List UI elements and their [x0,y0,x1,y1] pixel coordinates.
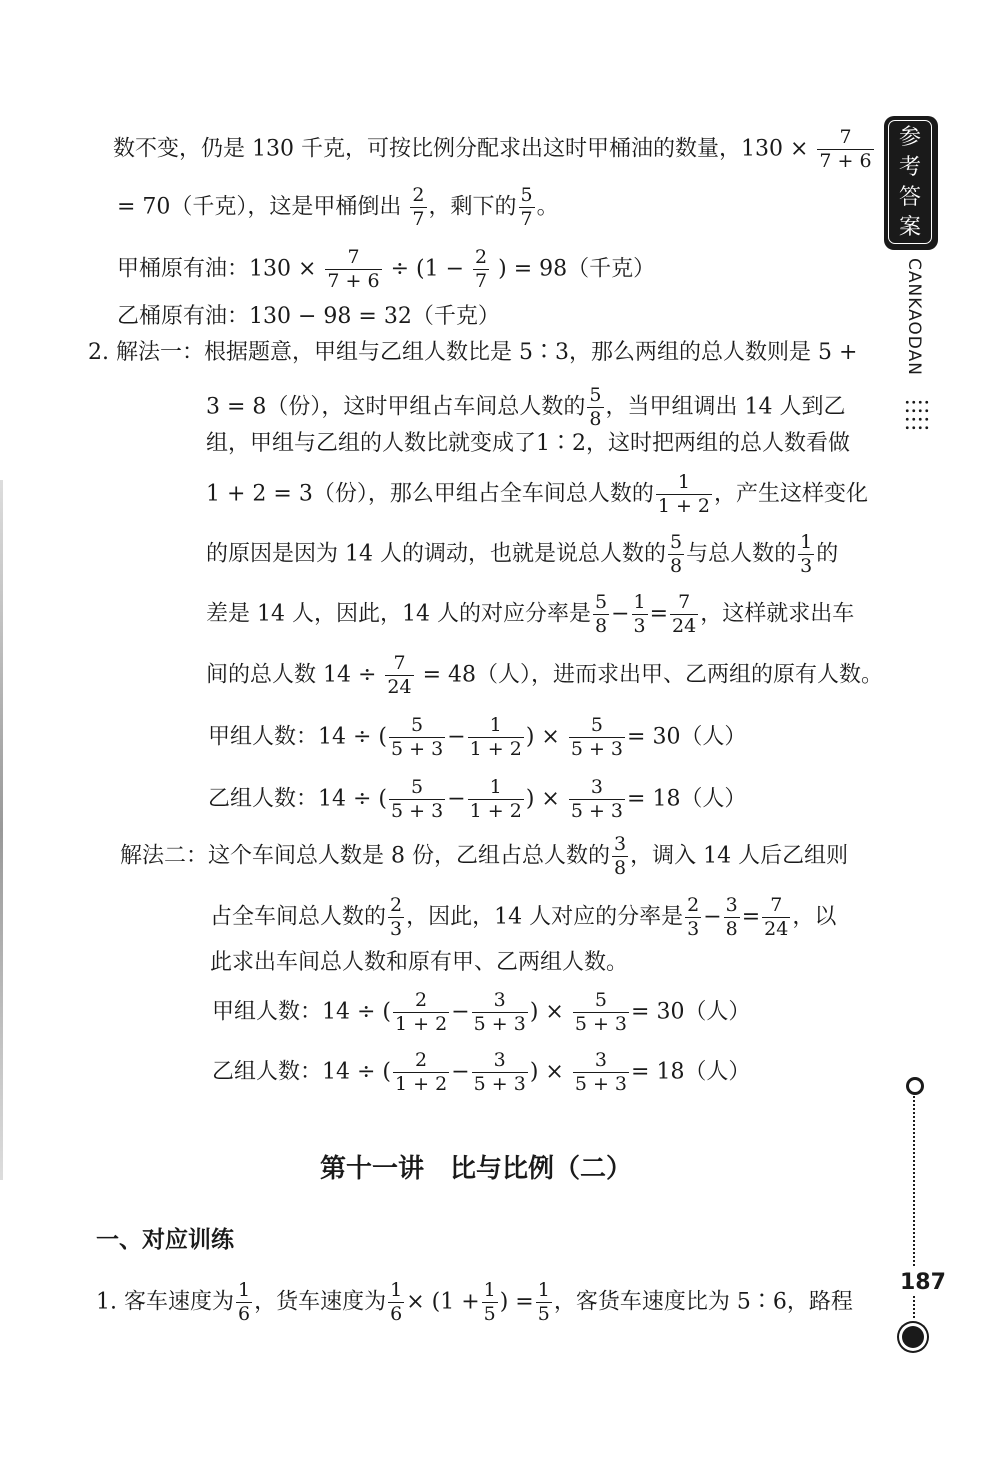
text-run: − [447,786,466,812]
numerator: 7 [762,895,790,918]
fraction [410,185,426,230]
numerator: 2 [393,1050,449,1073]
text-run: ，剩下的 [428,194,517,220]
numerator: 2 [393,990,449,1013]
numerator: 2 [475,246,488,268]
denominator: 3 [633,614,646,637]
text-run: ) × [525,786,560,812]
fraction [569,777,625,822]
fraction [536,1280,552,1325]
text-line [113,127,876,172]
denominator: 5 [537,1302,550,1325]
text-line [206,385,846,430]
denominator: 5 + 3 [391,737,444,760]
ring-ornament-icon [906,1077,924,1095]
fraction [670,592,698,637]
text-run: 根据题意，甲组与乙组人数比是 5∶3，那么两组的总人数则是 5 + [203,340,858,365]
fraction [393,990,449,1035]
tab-char: 参 [898,125,921,150]
text-run: − [703,904,722,930]
tab-char: 案 [898,215,921,240]
text-run: 与总人数的 [686,541,797,567]
denominator: 24 [672,614,697,637]
text-run: 数不变，仍是 130 千克，可按比例分配求出这时甲桶油的数量，130 × [113,136,809,162]
numerator: 3 [569,777,625,800]
fraction [612,834,628,879]
denominator: 24 [764,917,789,940]
text-run: − [451,1059,470,1085]
denominator: 5 [483,1302,496,1325]
numerator: 3 [614,833,627,855]
text-run: 间的总人数 14 ÷ [206,662,377,688]
denominator: 24 [387,675,412,698]
numerator: 5 [389,715,445,738]
numerator: 3 [725,894,738,916]
numerator: 7 [385,653,413,676]
numerator: 7 [670,592,698,615]
fraction [656,472,712,517]
text-run: = 18（人） [631,1059,751,1085]
numerator: 3 [472,1050,528,1073]
numerator: 5 [589,384,602,406]
text-run: ÷ (1 − [390,256,465,282]
section-heading: 一、对应训练 [96,1227,234,1253]
denominator: 3 [800,554,813,577]
text-line [206,472,868,517]
text-run: − [611,601,630,627]
text-run: ，因此，14 人对应的分率是 [406,904,684,930]
fraction [325,247,381,292]
text-line [206,592,854,637]
denominator: 3 [390,917,403,940]
text-run: ，以 [792,904,837,930]
fraction [817,127,873,172]
numerator: 1 [468,715,524,738]
fraction [385,653,413,698]
text-run: 这个车间总人数是 8 份，乙组占总人数的 [208,843,611,869]
text-line [208,777,746,822]
numerator: 5 [389,777,445,800]
lecture-heading: 第十一讲 比与比例（二） [320,1154,633,1184]
denominator: 1 + 2 [395,1012,448,1035]
numerator: 2 [390,894,403,916]
denominator: 7 [475,269,488,292]
text-line [88,342,857,364]
text-run: 乙组人数：14 ÷ ( [212,1059,391,1085]
vertical-label: CANKAODAN [904,258,924,376]
numerator: 7 [817,127,873,150]
numerator: 1 [633,591,646,613]
fraction [388,895,404,940]
text-run: ，调入 14 人后乙组则 [630,843,849,869]
fraction [236,1280,252,1325]
fraction [472,1050,528,1095]
text-run: 1. 客车速度为 [96,1289,234,1315]
fraction [468,715,524,760]
numerator: 5 [669,531,683,553]
numerator: 5 [594,591,608,613]
numerator: 1 [537,1279,550,1301]
text-run: 的原因是因为 14 人的调动，也就是说总人数的 [206,541,666,567]
fraction [724,895,740,940]
numerator: 1 [483,1279,496,1301]
text-run: 差是 14 人，因此，14 人的对应分率是 [206,601,591,627]
text-run: 乙组人数：14 ÷ ( [208,786,387,812]
denominator: 5 + 3 [574,1012,628,1035]
fraction [482,1280,498,1325]
denominator: 5 + 3 [570,799,624,822]
denominator: 5 + 3 [391,799,444,822]
fraction [468,777,524,822]
text-line: 此求出车间总人数和原有甲、乙两组人数。 [210,950,629,975]
fraction [593,592,609,637]
numerator: 1 [656,472,712,495]
text-run: 占全车间总人数的 [210,904,387,930]
numerator: 3 [573,1050,629,1073]
text-run: ) = [499,1289,534,1315]
text-run: ，产生这样变化 [714,481,869,507]
text-run: = 48（人），进而求出甲、乙两组的原有人数。 [422,662,884,688]
denominator: 6 [237,1302,251,1325]
tab-char: 考 [898,155,921,180]
text-line [210,895,836,940]
text-run: ，客货车速度比为 5∶6，路程 [553,1289,853,1315]
text-run: = 18（人） [627,786,747,812]
denominator: 7 + 6 [327,269,380,292]
text-run: 甲组人数：14 ÷ ( [212,999,391,1025]
denominator: 7 [412,207,425,230]
fraction [798,532,814,577]
denominator: 8 [589,407,602,430]
text-run: = [649,601,669,627]
fraction [388,1280,404,1325]
text-run: = [741,904,761,930]
text-line: 组，甲组与乙组的人数比就变成了1∶2，这时把两组的总人数看做 [206,431,850,456]
denominator: 8 [614,856,627,879]
fraction [762,895,790,940]
text-run: 甲桶原有油：130 × [117,256,317,282]
text-run: = 70（千克），这是甲桶倒出 [117,194,402,220]
fraction [587,385,603,430]
numerator: 1 [237,1279,251,1301]
text-run: = 30（人） [631,999,751,1025]
denominator: 1 + 2 [395,1072,448,1095]
denominator: 1 + 2 [469,799,522,822]
text-line [117,185,559,230]
sun-ornament-icon [902,1326,924,1348]
numerator: 2 [412,184,425,206]
page-binding-edge [0,480,3,1180]
text-line [117,247,655,292]
text-run: ) = 98（千克） [498,256,656,282]
text-line [206,532,838,577]
text-line [208,715,746,760]
text-line [212,1050,750,1095]
denominator: 3 [687,917,700,940]
numerator: 5 [569,715,625,738]
denominator: 8 [669,554,683,577]
text-run: ) × [529,999,564,1025]
text-run: 的 [816,541,839,567]
numerator: 1 [800,531,813,553]
fraction [685,895,701,940]
denominator: 5 + 3 [570,737,624,760]
fraction [519,185,535,230]
dots-ornament-icon [904,398,930,432]
text-line [212,990,750,1035]
dotted-divider [913,1096,915,1266]
fraction [668,532,684,577]
denominator: 7 [520,207,533,230]
text-run: × (1 + [406,1289,480,1315]
tab-char: 答 [898,185,921,210]
denominator: 5 + 3 [473,1072,526,1095]
fraction [573,1050,629,1095]
fraction [393,1050,449,1095]
denominator: 8 [725,917,738,940]
text-line [206,653,883,698]
denominator: 5 + 3 [574,1072,628,1095]
text-run: 甲组人数：14 ÷ ( [208,724,387,750]
numerator: 1 [468,777,524,800]
item-label: 解法二： [120,843,209,869]
fraction [573,990,629,1035]
answer-tab-label [888,120,932,244]
text-run: = 30（人） [627,724,747,750]
numerator: 2 [687,894,700,916]
text-run: 。 [536,194,559,220]
numerator: 1 [390,1279,403,1301]
fraction [389,715,445,760]
fraction [632,592,648,637]
dotted-divider [913,1296,915,1318]
text-line: 乙桶原有油：130 − 98 = 32（千克） [117,304,500,329]
denominator: 7 + 6 [819,149,872,172]
text-run: 1 + 2 = 3（份），那么甲组占全车间总人数的 [206,481,654,507]
denominator: 8 [594,614,608,637]
numerator: 7 [325,247,381,270]
denominator: 5 + 3 [473,1012,526,1035]
text-run: ) × [529,1059,564,1085]
denominator: 6 [390,1302,403,1325]
page-number: 187 [900,1270,946,1295]
answer-tab [884,116,938,250]
text-run: − [447,724,466,750]
denominator: 1 + 2 [657,494,711,517]
text-run: − [451,999,470,1025]
denominator: 1 + 2 [469,737,522,760]
text-run: ，货车速度为 [254,1289,387,1315]
item-label: 2. 解法一： [88,340,204,365]
fraction [569,715,625,760]
fraction [472,990,528,1035]
text-run: ) × [525,724,560,750]
text-run: 3 = 8（份），这时甲组占车间总人数的 [206,394,586,420]
text-line [120,834,848,879]
numerator: 5 [520,184,533,206]
fraction [389,777,445,822]
fraction [473,247,489,292]
numerator: 3 [472,990,528,1013]
numerator: 5 [573,990,629,1013]
text-run: ，当甲组调出 14 人到乙 [605,394,846,420]
text-line [96,1280,853,1325]
text-run: ，这样就求出车 [700,601,855,627]
